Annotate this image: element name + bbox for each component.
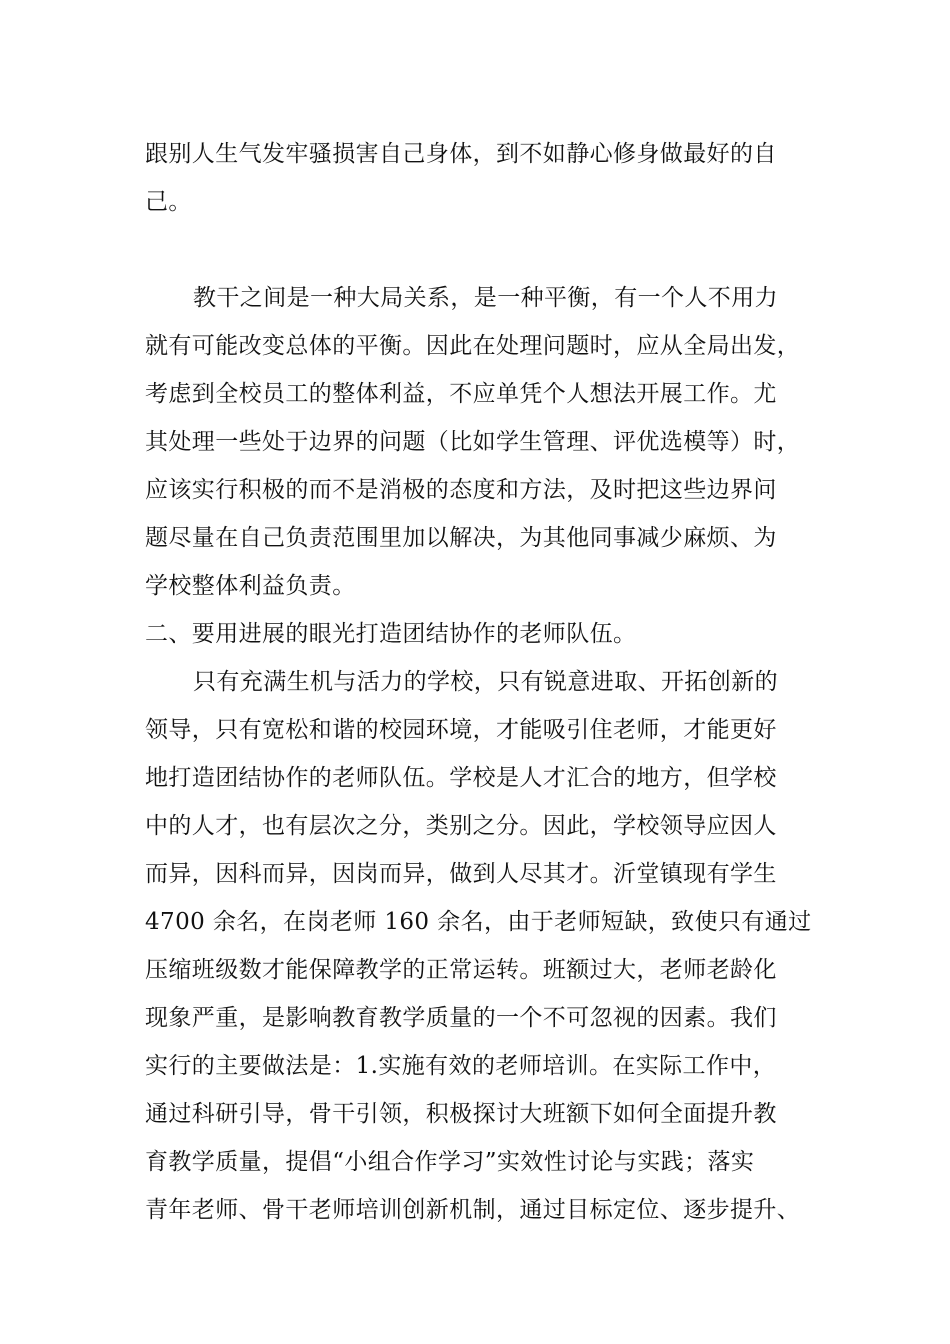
text-line: 就有可能改变总体的平衡。因此在处理问题时，应从全局出发， [145, 333, 801, 359]
paragraph-first-line: 只有充满生机与活力的学校，只有锐意进取、开拓创新的 [193, 669, 778, 695]
text-line: 实行的主要做法是：1.实施有效的老师培训。在实际工作中， [145, 1053, 777, 1079]
text-line: 中的人才，也有层次之分，类别之分。因此，学校领导应因人 [145, 813, 777, 839]
text-line: 而异，因科而异，因岗而异，做到人尽其才。沂堂镇现有学生 [145, 861, 777, 887]
text-line: 青年老师、骨干老师培训创新机制，通过目标定位、逐步提升、 [145, 1197, 801, 1223]
text-line: 领导，只有宽松和谐的校园环境，才能吸引住老师，才能更好 [145, 717, 777, 743]
text-line: 4700 余名，在岗老师 160 余名，由于老师短缺，致使只有通过 [145, 909, 812, 935]
section-heading: 二、要用进展的眼光打造团结协作的老师队伍。 [145, 621, 637, 647]
text-line: 压缩班级数才能保障教学的正常运转。班额过大，老师老龄化 [145, 957, 777, 983]
text-line: 考虑到全校员工的整体利益，不应单凭个人想法开展工作。尤 [145, 381, 777, 407]
text-line: 应该实行积极的而不是消极的态度和方法，及时把这些边界问 [145, 477, 777, 503]
text-line: 题尽量在自己负责范围里加以解决，为其他同事减少麻烦、为 [145, 525, 777, 551]
text-line: 地打造团结协作的老师队伍。学校是人才汇合的地方，但学校 [145, 765, 777, 791]
text-line: 现象严重，是影响教育教学质量的一个不可忽视的因素。我们 [145, 1005, 777, 1031]
text-line: 己。 [145, 189, 192, 215]
text-line: 通过科研引导，骨干引领，积极探讨大班额下如何全面提升教 [145, 1101, 777, 1127]
text-line: 其处理一些处于边界的问题（比如学生管理、评优选模等）时， [145, 429, 801, 455]
paragraph-first-line: 教干之间是一种大局关系，是一种平衡，有一个人不用力 [193, 285, 778, 311]
text-line: 育教学质量，提倡“小组合作学习”实效性讨论与实践；落实 [145, 1149, 755, 1175]
text-line: 学校整体利益负责。 [145, 573, 356, 599]
paragraph-spacer [145, 226, 800, 274]
body-text [145, 130, 812, 1234]
text-line: 跟别人生气发牢骚损害自己身体，到不如静心修身做最好的自 [145, 141, 777, 167]
